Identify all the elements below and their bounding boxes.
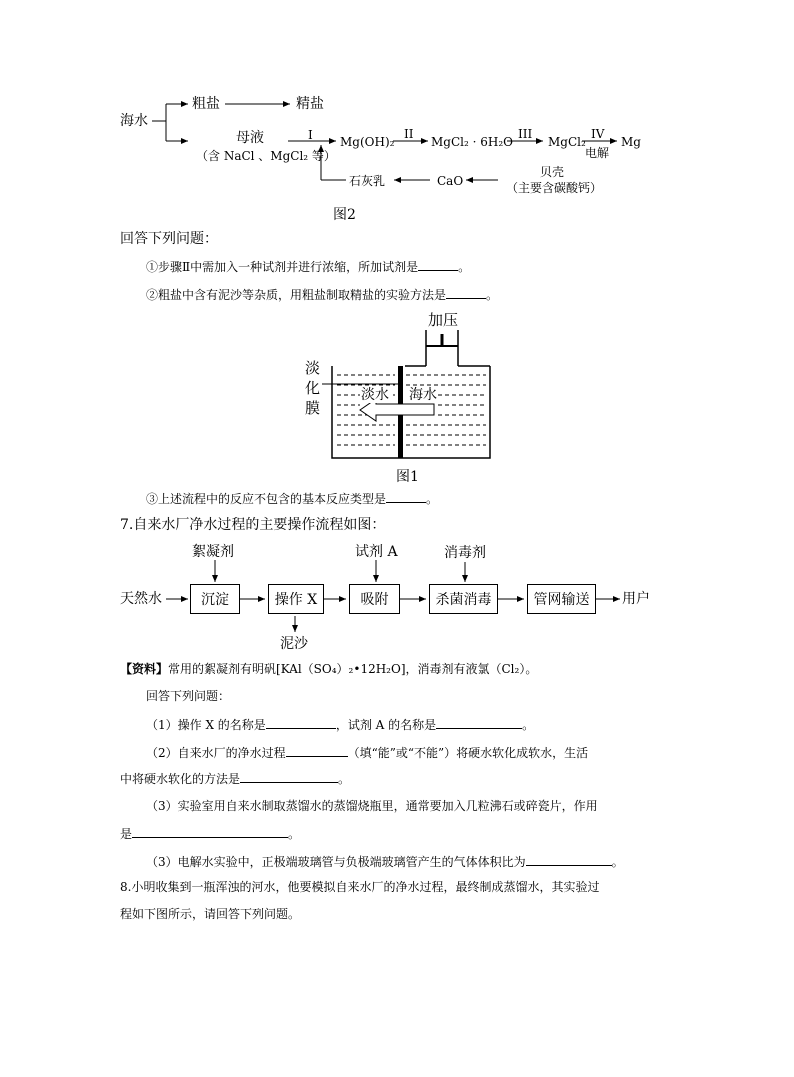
reagent-a-label: 试剂 A: [355, 544, 398, 560]
mother-liquor-note: （含 NaCl 、MgCl₂ 等）: [196, 149, 336, 163]
mgcl2-hydrate-label: MgCl₂ · 6H₂O: [431, 135, 513, 149]
q7-part-2-line-2: 中将硬水软化的方法是 。: [120, 772, 351, 786]
q6-part-2: ②粗盐中含有泥沙等杂质，用粗盐制取精盐的实验方法是 。: [146, 288, 499, 302]
refined-salt-label: 精盐: [296, 96, 324, 112]
process-box-operation-x: 操作 X: [268, 584, 324, 614]
flocculant-label: 絮凝剂: [192, 544, 234, 560]
mother-liquor-label: 母液: [236, 130, 264, 146]
user-label: 用户: [622, 591, 650, 607]
pressure-label: 加压: [428, 311, 459, 329]
q7-part-4: （3）电解水实验中，正极端玻璃管与负极端玻璃管产生的气体体积比为 。: [146, 855, 624, 869]
shell-label: 贝壳: [540, 165, 565, 179]
fresh-water-label: 淡水: [361, 387, 389, 403]
lime-milk-label: 石灰乳: [349, 174, 386, 188]
seawater-side-label: 海水: [409, 387, 437, 403]
q7-title: 7.自来水厂净水过程的主要操作流程如图：: [120, 517, 386, 533]
process-box-disinfection: 杀菌消毒: [429, 584, 498, 614]
sediment-label: 泥沙: [280, 636, 308, 652]
info-note: 【资料】常用的絮凝剂有明矾[KAl（SO₄）₂•12H₂O]，消毒剂有液氯（Cl₂）。: [120, 662, 538, 676]
process-box-precipitation: 沉淀: [190, 584, 240, 614]
q7-part-3-line-1: （3）实验室用自来水制取蒸馏水的蒸馏烧瓶里，通常要加入几粒沸石或碎瓷片，作用: [146, 799, 598, 813]
q6-part-1: ①步骤Ⅱ中需加入一种试剂并进行浓缩，所加试剂是 。: [146, 260, 471, 274]
cao-label: CaO: [437, 174, 464, 188]
membrane-label-3: 膜: [305, 399, 321, 417]
electrolysis-label: 电解: [585, 146, 610, 160]
shell-note: （主要含碳酸钙）: [506, 181, 603, 195]
step-3-label: III: [518, 127, 533, 141]
mgoh2-label: Mg(OH)₂: [340, 135, 395, 149]
process-box-pipeline: 管网输送: [527, 584, 596, 614]
q8-line-1: 8.小明收集到一瓶浑浊的河水，他要模拟自来水厂的净水过程，最终制成蒸馏水，其实验过: [120, 880, 600, 894]
mgcl2-label: MgCl₂: [548, 135, 586, 149]
q7-part-1: （1）操作 X 的名称是 ，试剂 A 的名称是 。: [146, 718, 535, 732]
q7-part-2-line-1: （2）自来水厂的净水过程 （填“能”或“不能”）将硬水软化成软水，生活: [146, 746, 589, 760]
figure-1-caption: 图1: [396, 469, 419, 485]
crude-salt-label: 粗盐: [192, 96, 220, 112]
q8-line-2: 程如下图所示，请回答下列问题。: [120, 907, 301, 921]
membrane-label-1: 淡: [305, 359, 321, 377]
membrane-label-2: 化: [305, 379, 321, 397]
step-4-label: IV: [591, 127, 605, 141]
step-2-label: II: [404, 127, 414, 141]
q7-part-3-line-2: 是 。: [120, 827, 301, 841]
q6-intro: 回答下列问题：: [120, 231, 218, 247]
natural-water-label: 天然水: [120, 591, 162, 607]
mg-label: Mg: [621, 135, 641, 149]
figure-2-caption: 图2: [333, 207, 356, 223]
step-1-label: I: [308, 128, 313, 142]
seawater-label: 海水: [120, 113, 148, 129]
disinfectant-label: 消毒剂: [444, 545, 486, 561]
q7-answer-intro: 回答下列问题：: [146, 689, 231, 703]
q6-part-3: ③上述流程中的反应不包含的基本反应类型是 。: [146, 492, 439, 506]
process-box-adsorption: 吸附: [349, 584, 400, 614]
